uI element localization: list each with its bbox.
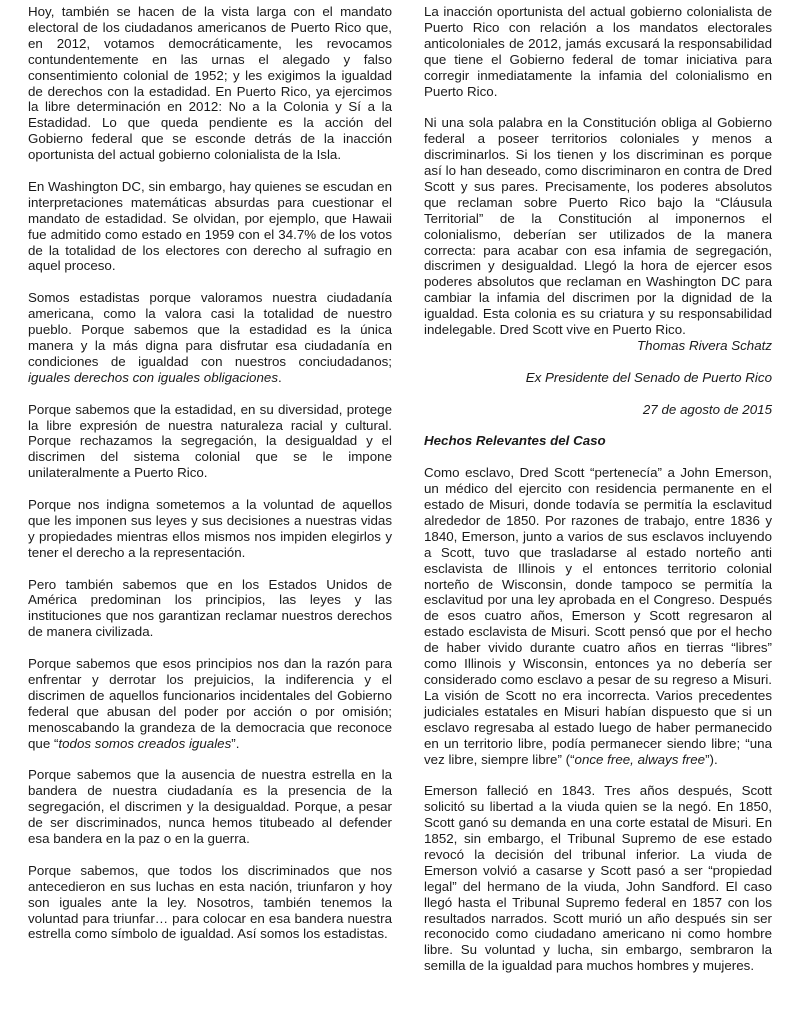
italic-phrase: once free, always free: [574, 751, 706, 767]
paragraph: [28, 290, 392, 385]
paragraph-end: .: [278, 369, 282, 385]
paragraph-end: ”.: [231, 735, 240, 751]
paragraph: Porque nos indigna sometemos a la voluntad de aquellos que les imponen sus leyes y sus decisiones a nuestras vidas y propiedades mientras ellos mismos nos impiden elegirlos y tener el derecho a la representación.: [28, 497, 392, 560]
paragraph: [28, 656, 392, 751]
paragraph: Hoy, también se hacen de la vista larga con el mandato electoral de los ciudadanos americanos de Puerto Rico que, en 2012, votamos democráticamente, les revocamos contundentemente en las urnas el alegado y falso consentimiento colonial de 1952; y les exigimos la igualdad de derechos con la estadidad. En Puerto Rico, ya ejercimos la libre determinación en 2012: No a la Colonia y Sí a la Estadidad. Lo que queda pendiente es la acción del Gobierno federal que se esconde detrás de la inacción oportunista del actual gobierno colonialista de la Isla.: [28, 4, 392, 163]
paragraph-end: ”).: [705, 751, 718, 767]
italic-phrase: todos somos creados iguales: [58, 735, 232, 751]
signature-name: Thomas Rivera Schatz: [637, 338, 772, 354]
paragraph: Porque sabemos que la estadidad, en su diversidad, protege la libre expresión de nuestra naturaleza racial y cultural. Porque rechazamos la segregación, la desigualdad y el discrimen del sistema colonial que se le impone unilateralmente a Puerto Rico.: [28, 401, 392, 481]
signature-title: Ex Presidente del Senado de Puerto Rico: [525, 369, 772, 385]
section-heading: Hechos Relevantes del Caso: [424, 433, 606, 449]
paragraph: En Washington DC, sin embargo, hay quienes se escudan en interpretaciones matemáticas absurdas para cuestionar el mandato de estadidad. Se olvidan, por ejemplo, que Hawaii fue admitido como estado en 1959 con el 34.7% de los votos de la totalidad de los electores con derecho al sufragio en aquel proceso.: [28, 178, 392, 274]
paragraph-text: Como esclavo, Dred Scott “pertenecía” a John Emerson, un médico del ejercito con residencia permanente en el estado de Misuri, donde todavía se permitía la esclavitud alrededor de 1850. Por razones de trabajo, entre 1836 y 1840, Emerson, junto a varios de sus esclavos incluyendo a Scott, tuvo que trasladarse al estado norteño anti esclavista de Illinois y el entonces territorio colonial norteño de Wisconsin, donde tampoco se permitía la esclavitud por una ley aprobada en el Congreso. Después de esos cuatro años, Emerson y Scott regresaron al estado esclavista de Misuri. Scott pensó que por el hecho de haber vivido durante cuatro años en tierras “libres” como Illinois y Wisconsin, entonces ya no debería ser considerado como esclavo a pesar de su regreso a Misuri. La visión de Scott no era incorrecta. Varios precedentes judiciales estatales en Misuri habían dispuesto que si un esclavo regresaba al estado luego de haber permanecido en un territorio libre, podía permanecer siendo libre; “una vez libre, siempre libre” (“: [424, 465, 772, 767]
paragraph: La inacción oportunista del actual gobierno colonialista de Puerto Rico con relación a los mandatos electorales anticoloniales de 2012, jamás excusará la responsabilidad que tiene el Gobierno federal de tomar iniciativa para corregir inmediatamente la infamia del colonialismo en Puerto Rico.: [424, 4, 772, 99]
signature-block: [424, 338, 772, 418]
paragraph-text: Porque sabemos que esos principios nos dan la razón para enfrentar y derrotar los prejuicios, la indiferencia y el discrimen de aquellos funcionarios incidentales del Gobierno federal que abusan del poder por acción o por omisión; menoscabando la grandeza de la democracia que reconoce que “: [28, 656, 392, 751]
paragraph: Porque sabemos que la ausencia de nuestra estrella en la bandera de nuestra ciudadanía es la presencia de la segregación, el discrimen y la desigualdad. Porque, a pesar de ser discriminados, nunca hemos titubeado al defender esa bandera en la paz o en la guerra.: [28, 767, 392, 847]
paragraph: Ni una sola palabra en la Constitución obliga al Gobierno federal a poseer territorios coloniales y menos a discriminarlos. Si los tienen y los discriminan es porque así lo han deseado, como discriminaron en contra de Dred Scott y sus pares. Precisamente, los poderes absolutos que reclaman sobre Puerto Rico bajo la “Cláusula Territorial” de la Constitución al imponernos el colonialismo, deberían ser utilizados de la manera correcta: para acabar con esa infamia de segregación, discrimen y desigualdad. Llegó la hora de ejercer esos poderes absolutos que reclaman en Washington DC para cambiar la infamia del discrimen por la dignidad de la igualdad. Esta colonia es su criatura y su responsabilidad indelegable. Dred Scott vive en Puerto Rico.: [424, 115, 772, 338]
right-column: [424, 4, 772, 990]
paragraph: [424, 465, 772, 767]
paragraph: Pero también sabemos que en los Estados Unidos de América predominan los principios, las leyes y las instituciones que nos garantizan reclamar nuestros derechos de manera civilizada.: [28, 576, 392, 640]
signature-date: 27 de agosto de 2015: [642, 401, 772, 417]
paragraph: Emerson falleció en 1843. Tres años después, Scott solicitó su libertad a la viuda quien se la negó. En 1850, Scott ganó su demanda en una corte estatal de Misuri. En 1852, sin embargo, el Tribunal Supremo de ese estado revocó la decisión del tribunal inferior. La viuda de Emerson volvió a casarse y Scott pasó a ser “propiedad legal” del hermano de la viuda, John Sandford. El caso llegó hasta el Tribunal Supremo federal en 1857 con los resultados narrados. Scott murió un año después sin ser reconocido como ciudadano americano ni como hombre libre. Su voluntad y lucha, sin embargo, sembraron la semilla de la igualdad para muchos hombres y mujeres.: [424, 783, 772, 974]
italic-phrase: iguales derechos con iguales obligaciones: [28, 369, 278, 385]
paragraph: Porque sabemos, que todos los discriminados que nos antecedieron en sus luchas en esta nación, triunfaron y hoy son iguales ante la ley. Nosotros, también tenemos la voluntad para triunfar… para colocar en esa bandera nuestra estrella como símbolo de igualdad. Así somos los estadistas.: [28, 862, 392, 942]
left-column: [28, 4, 392, 958]
paragraph-text: Somos estadistas porque valoramos nuestra ciudadanía americana, como la valora casi la totalidad de nuestro pueblo. Porque sabemos que la estadidad es la única manera y la más digna para disfrutar esa ciudadanía en condiciones de igualdad con nuestros conciudadanos;: [28, 290, 392, 369]
